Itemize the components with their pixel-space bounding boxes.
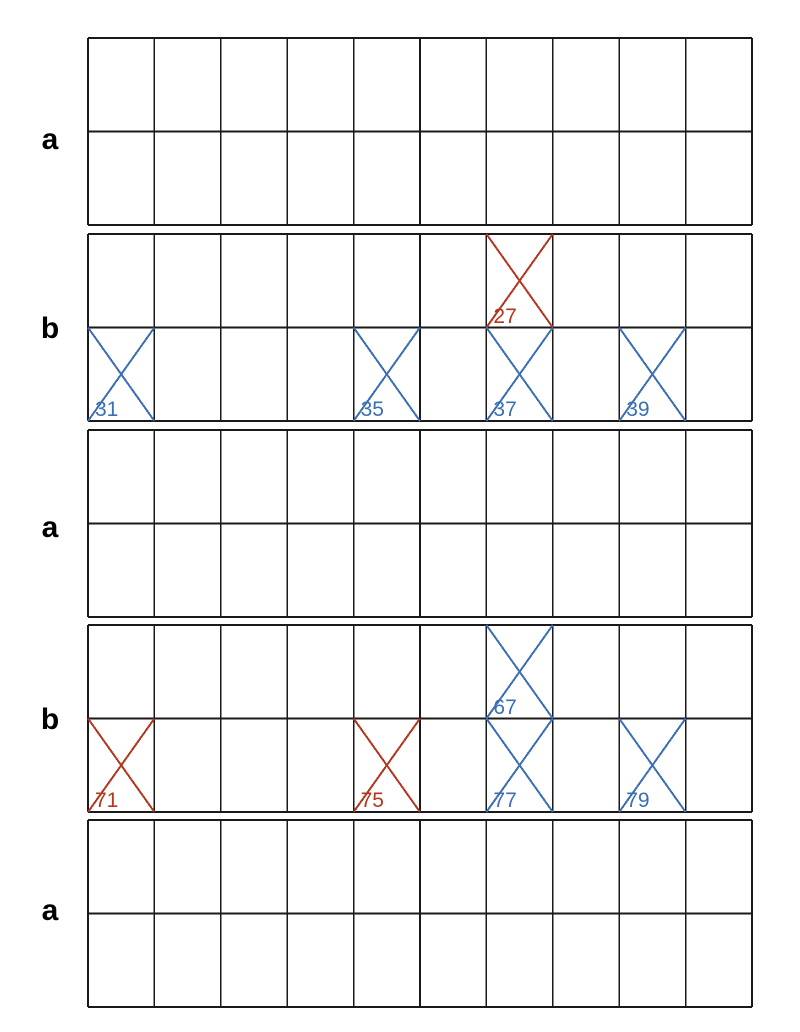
band-label-b-3: b	[40, 703, 60, 736]
cell-number-39: 39	[626, 398, 650, 421]
cell-number-35: 35	[360, 398, 384, 421]
band-label-b-1: b	[40, 312, 60, 345]
cell-number-27: 27	[493, 304, 517, 328]
cell-number-79: 79	[626, 789, 650, 812]
cell-number-77: 77	[493, 789, 517, 812]
band-label-a-2: a	[41, 511, 59, 544]
band-label-a-4: a	[41, 894, 59, 927]
cell-number-31: 31	[95, 398, 119, 421]
band-label-a-0: a	[41, 123, 59, 156]
cell-number-67: 67	[493, 695, 517, 719]
grid-lines-group	[88, 38, 752, 1007]
cell-number-71: 71	[95, 789, 119, 812]
cell-number-37: 37	[493, 398, 517, 421]
cell-number-75: 75	[360, 789, 384, 812]
